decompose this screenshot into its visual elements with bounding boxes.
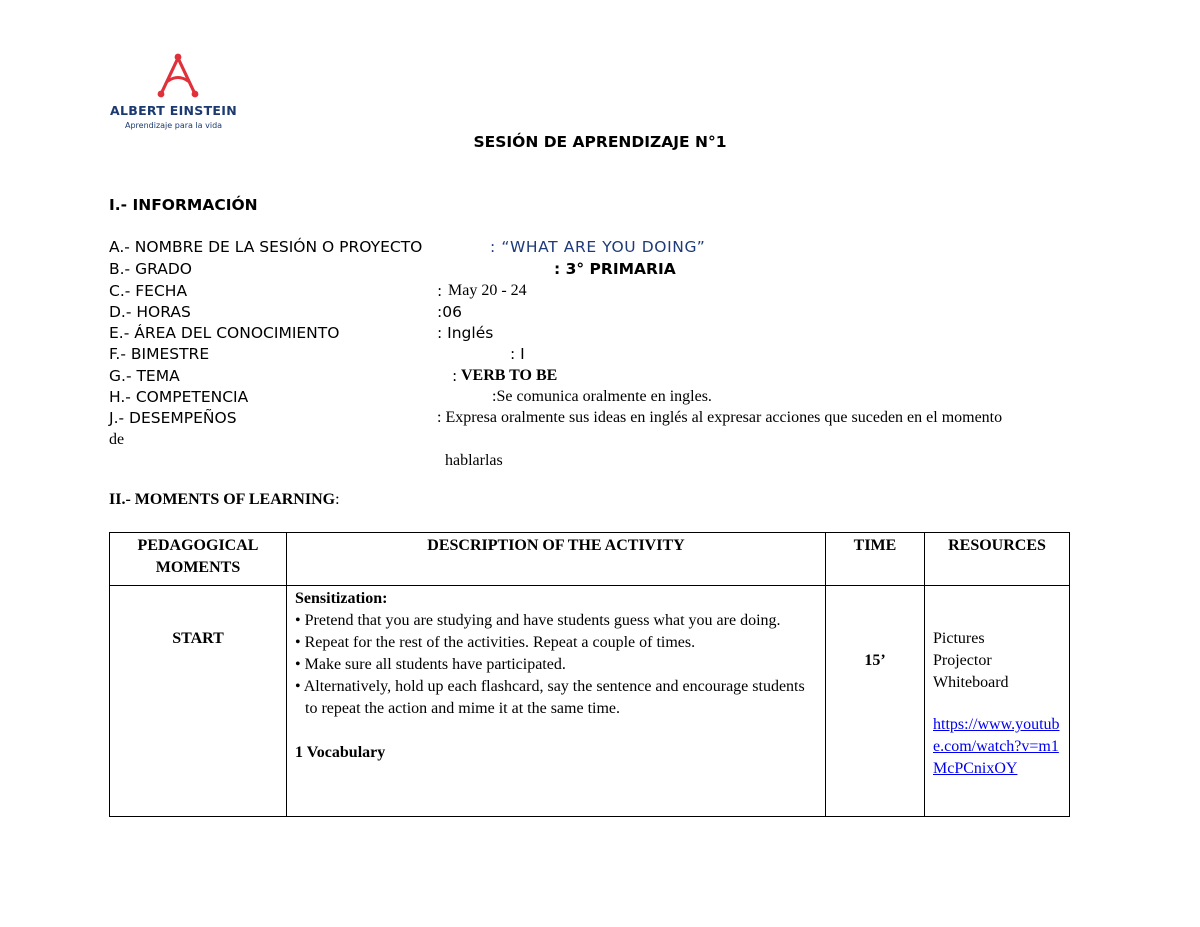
youtube-link[interactable]: https://www.youtube.com/watch?v=m1McPCnixOY [933,716,1060,777]
school-logo [108,52,258,134]
resource-item: Pictures [933,630,985,647]
moment-cell: START [110,586,287,817]
header-resources: RESOURCES [925,533,1070,586]
section-moments-title: II.- MOMENTS OF LEARNING [109,491,336,508]
info-performance [109,409,1003,427]
header-description: DESCRIPTION OF THE ACTIVITY [287,533,826,586]
resources-cell [925,586,1070,817]
info-bimester [109,345,525,363]
info-value: :Se comunica oralmente en ingles. [492,388,712,405]
logo-name: ALBERT EINSTEIN [110,103,237,118]
table-row [110,586,1070,817]
info-label: B.- GRADO [109,260,192,278]
info-colon: : [452,367,458,385]
info-value: : I [510,345,525,363]
info-competence [109,388,712,406]
description-footer: 1 Vocabulary [295,744,386,761]
logo-tagline: Aprendizaje para la vida [125,121,223,130]
section-moments-colon: : [335,491,340,508]
info-label: C.- FECHA [109,282,188,300]
info-value: : Inglés [437,324,494,342]
info-value: :06 [437,303,462,321]
info-colon: : [437,282,443,300]
info-label: F.- BIMESTRE [109,345,210,363]
info-date [109,282,527,300]
resource-item: Projector [933,652,992,669]
list-item: • Make sure all students have participated. [295,654,819,676]
list-item: • Alternatively, hold up each flashcard, say the sentence and encourage students to repeat the action and mime it at the same time. [295,676,819,720]
info-area [109,324,494,342]
info-topic [109,367,558,385]
info-label: A.- NOMBRE DE LA SESIÓN O PROYECTO [109,238,423,256]
letter-a-logo-icon [156,52,200,100]
description-bullets [295,610,819,720]
info-value: : Expresa oralmente sus ideas en inglés al expresar acciones que suceden en el momento [437,409,1003,426]
info-hours [109,303,462,321]
description-cell [287,586,826,817]
time-cell: 15’ [826,586,925,817]
list-item: • Repeat for the rest of the activities. Repeat a couple of times. [295,632,819,654]
info-value: : “WHAT ARE YOU DOING” [490,238,706,256]
info-label: E.- ÁREA DEL CONOCIMIENTO [109,324,340,342]
header-time: TIME [826,533,925,586]
section-moments-heading [109,491,340,509]
document-title: SESIÓN DE APRENDIZAJE N°1 [473,133,727,151]
list-item: • Pretend that you are studying and have students guess what you are doing. [295,610,819,632]
table-header-row [110,533,1070,586]
info-value: VERB TO BE [461,367,558,384]
info-label: H.- COMPETENCIA [109,388,249,406]
info-performance-wrap: de [109,431,125,448]
info-grade [109,260,676,278]
header-moments: PEDAGOGICAL MOMENTS [110,533,287,586]
moments-table [109,532,1070,817]
info-label: D.- HORAS [109,303,191,321]
info-session-name [109,238,706,256]
description-subheading: Sensitization: [295,590,388,607]
info-label: J.- DESEMPEÑOS [109,409,237,427]
info-value: : 3° PRIMARIA [554,260,676,278]
info-label: G.- TEMA [109,367,180,385]
resource-item: Whiteboard [933,674,1009,691]
info-performance-continuation: hablarlas [445,452,503,469]
info-value: May 20 - 24 [448,282,527,299]
section-information-heading: I.- INFORMACIÓN [109,196,258,214]
